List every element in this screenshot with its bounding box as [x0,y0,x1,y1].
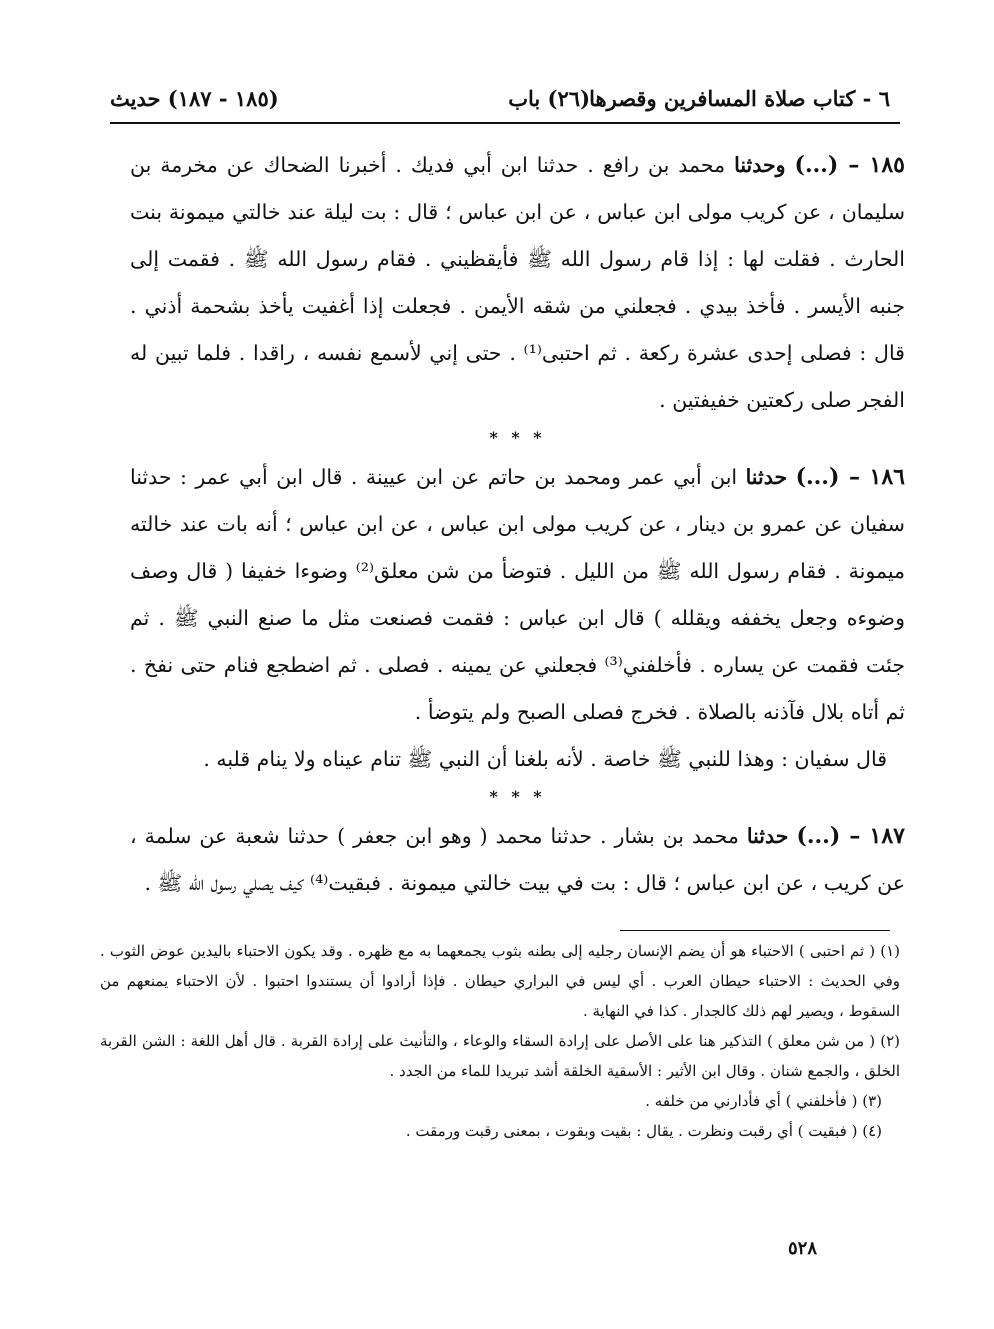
header-hadith-range: (١٨٥ - ١٨٧) حديث [110,86,279,111]
hadith-number: ١٨٦ – (...) [795,464,905,490]
header-divider [110,122,900,124]
footnote-divider [620,930,890,931]
hadith-number: ١٨٧ – (...) [796,823,905,849]
hadith-186-note [130,736,905,783]
hadith-text: ابن أبي عمر ومحمد بن حاتم عن ابن عيينة . قال ابن أبي عمر : حدثنا سفيان عن عمرو بن دينار ، عن كريب مولى ابن عباس ، عن ابن عباس ؛ أنه بات عند خالته ميمونة . فقام رسول الله ﷺ من الليل . فتوضأ من شن معلق⁽²⁾ وضوءا خفيفا ( قال وصف وضوءه وجعل يخففه ويقلله ) قال ابن عباس : فقمت فصنعت مثل ما صنع النبي ﷺ . ثم جئت فقمت عن يساره . فأخلفني⁽³⁾ فجعلني عن يمينه . فصلى . ثم اضطجع فنام حتى نفخ . ثم أتاه بلال فآذنه بالصلاة . فخرج فصلى الصبح ولم يتوضأ . [130,465,905,724]
hadith-note: قال سفيان : وهذا للنبي ﷺ خاصة . لأنه بلغنا أن النبي ﷺ تنام عيناه ولا ينام قلبه . [203,747,887,771]
hadith-text: محمد بن رافع . حدثنا ابن أبي فديك . أخبرنا الضحاك عن مخرمة بن سليمان ، عن كريب مولى ابن عباس ، عن ابن عباس ؛ قال : بت ليلة عند خالتي ميمونة بنت الحارث . فقلت لها : إذا قام رسول الله ﷺ فأيقظيني . فقام رسول الله ﷺ . فقمت إلى جنبه الأيسر . فأخذ بيدي . فجعلني من شقه الأيمن . فجعلت إذا أغفيت يأخذ بشحمة أذني . قال : فصلى إحدى عشرة ركعة . ثم احتبى⁽¹⁾ . حتى إني لأسمع نفسه ، راقدا . فلما تبين له الفجر صلى ركعتين خفيفتين . [130,153,905,412]
hadith-187 [130,813,905,907]
hadith-keyword: حدثنا [745,465,788,489]
section-separator: * * * [489,787,546,806]
footnote-3: (٣) ( فأخلفني ) أي فأدارني من خلفه . [645,1092,882,1110]
hadith-185 [130,142,905,424]
hadith-186 [130,454,905,736]
hadith-number: ١٨٥ – (...) [794,152,905,178]
footnote-2: (٢) ( من شن معلق ) التذكير هنا على الأصل على إرادة السقاء والوعاء ، والتأنيث على إرادة القربة . قال أهل اللغة : الشن القربة الخلق ، والجمع شنان . وقال ابن الأثير : الأسقية الخلقة أشد تبريدا للماء من الجدد . [100,1032,900,1080]
header-chapter-title: ٦ - كتاب صلاة المسافرين وقصرها [589,86,890,111]
footnotes [100,936,900,1146]
hadith-keyword: حدثنا [746,824,789,848]
header-section-title: (٢٦) باب [508,86,590,111]
running-header [110,84,890,120]
footnote-1: (١) ( ثم احتبى ) الاحتباء هو أن يضم الإنسان رجليه إلى بطنه بثوب يجمعهما به مع ظهره . وقد يكون الاحتباء باليدين عوض الثوب . وفي الحديث : الاحتباء حيطان العرب . أي ليس في البراري حيطان . فإذا أرادوا أن يستندوا احتبوا . لأن الاحتباء يمنعهم من السقوط ، ويصير لهم ذلك كالجدار . كذا في النهاية . [100,942,900,1020]
footnote-4: (٤) ( فبقيت ) أي رقبت ونظرت . يقال : بقيت وبقوت ، بمعنى رقبت ورمقت . [405,1122,882,1140]
page-number: ٥٢٨ [788,1238,818,1259]
hadith-keyword: وحدثنا [734,153,786,177]
main-text [130,142,905,907]
hadith-text: محمد بن بشار . حدثنا محمد ( وهو ابن جعفر ) حدثنا شعبة عن سلمة ، عن كريب ، عن ابن عباس ؛ قال : بت في بيت خالتي ميمونة . فبقيت⁽⁴⁾ كيف يصلي رسول الله ﷺ . [130,824,905,895]
section-separator: * * * [489,428,546,447]
